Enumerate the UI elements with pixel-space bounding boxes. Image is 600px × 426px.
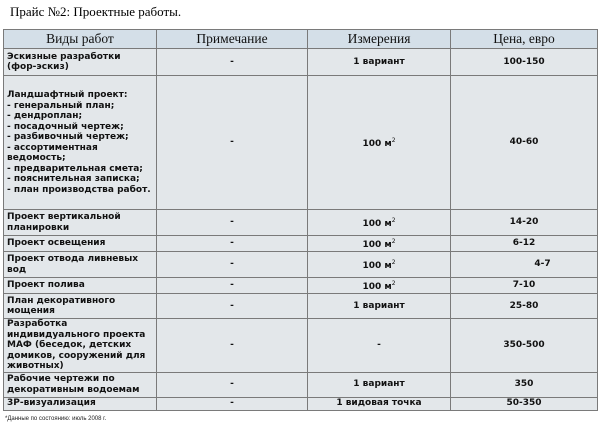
note-cell: - xyxy=(157,372,308,397)
list-item: - ассортиментная ведомость; xyxy=(7,142,98,163)
list-item: - предварительная смета; xyxy=(7,163,143,174)
work-type-cell: Проект отвода ливневых вод xyxy=(4,252,157,278)
footnote: *Данные по состоянию: июль 2008 г. xyxy=(5,416,107,422)
work-type-cell: 3Р-визуализация xyxy=(4,397,157,410)
unit-text: 100 м xyxy=(362,219,392,229)
unit-cell: 1 вариант xyxy=(308,294,451,319)
table-row xyxy=(4,210,598,236)
price-cell: 100-150 xyxy=(451,49,598,76)
price-cell: 7-10 xyxy=(451,278,598,294)
unit-cell xyxy=(308,210,451,236)
note-cell: - xyxy=(157,210,308,236)
note-cell: - xyxy=(157,319,308,373)
unit-cell: 1 вариант xyxy=(308,49,451,76)
list-item: - посадочный чертеж; xyxy=(7,121,124,132)
price-table xyxy=(3,29,598,411)
table-row xyxy=(4,236,598,252)
work-type-cell: Проект вертикальной планировки xyxy=(4,210,157,236)
header-row xyxy=(4,30,598,49)
header-work-type: Виды работ xyxy=(4,30,157,49)
unit-text: 100 м xyxy=(362,139,392,149)
work-type-cell: Проект освещения xyxy=(4,236,157,252)
price-cell: 25-80 xyxy=(451,294,598,319)
note-cell: - xyxy=(157,397,308,410)
work-type-cell: Эскизные разработки (фор-эскиз) xyxy=(4,49,157,76)
unit-text: 100 м xyxy=(362,282,392,292)
unit-superscript: 2 xyxy=(391,280,396,287)
list-item: - разбивочный чертеж; xyxy=(7,132,129,142)
work-type-cell: Разработка индивидуального проекта МАФ (беседок, детских домиков, сооружений для животных) xyxy=(4,319,157,373)
price-cell: 350-500 xyxy=(451,319,598,373)
unit-text: 100 м xyxy=(362,261,392,271)
note-cell: - xyxy=(157,76,308,210)
page-title: Прайс №2: Проектные работы. xyxy=(10,4,182,19)
price-cell: 6-12 xyxy=(451,236,598,252)
table-row xyxy=(4,397,598,410)
note-cell: - xyxy=(157,236,308,252)
table-row xyxy=(4,278,598,294)
table-row xyxy=(4,76,598,210)
unit-superscript: 2 xyxy=(391,217,396,224)
price-cell: 4-7 xyxy=(451,252,598,278)
unit-cell: - xyxy=(308,319,451,373)
unit-superscript: 2 xyxy=(391,259,396,266)
list-item: - план производства работ. xyxy=(7,184,151,195)
header-note: Примечание xyxy=(157,30,308,49)
list-item: - генеральный план; xyxy=(7,100,115,111)
unit-cell xyxy=(308,252,451,278)
price-cell: 50-350 xyxy=(451,397,598,410)
unit-superscript: 2 xyxy=(391,137,396,144)
list-item: - дендроплан; xyxy=(7,111,83,121)
list-item: - пояснительная записка; xyxy=(7,174,140,184)
table-row xyxy=(4,294,598,319)
price-cell: 40-60 xyxy=(451,76,598,210)
price-cell: 350 xyxy=(451,372,598,397)
unit-superscript: 2 xyxy=(391,238,396,245)
table-row xyxy=(4,252,598,278)
note-cell: - xyxy=(157,278,308,294)
unit-cell xyxy=(308,236,451,252)
unit-cell: 1 видовая точка xyxy=(308,397,451,410)
table-row xyxy=(4,49,598,76)
work-type-cell: Рабочие чертежи по декоративным водоемам xyxy=(4,372,157,397)
note-cell: - xyxy=(157,294,308,319)
landscape-project-items xyxy=(7,101,153,196)
unit-cell xyxy=(308,76,451,210)
note-cell: - xyxy=(157,49,308,76)
header-measurement: Измерения xyxy=(308,30,451,49)
work-type-cell: Проект полива xyxy=(4,278,157,294)
unit-text: 100 м xyxy=(362,240,392,250)
price-cell: 14-20 xyxy=(451,210,598,236)
table-row xyxy=(4,372,598,397)
unit-cell: 1 вариант xyxy=(308,372,451,397)
work-type-cell: План декоративного мощения xyxy=(4,294,157,319)
unit-cell xyxy=(308,278,451,294)
table-row xyxy=(4,319,598,373)
note-cell: - xyxy=(157,252,308,278)
landscape-project-title: Ландшафтный проект: xyxy=(7,90,128,100)
header-price: Цена, евро xyxy=(451,30,598,49)
work-type-cell xyxy=(4,76,157,210)
